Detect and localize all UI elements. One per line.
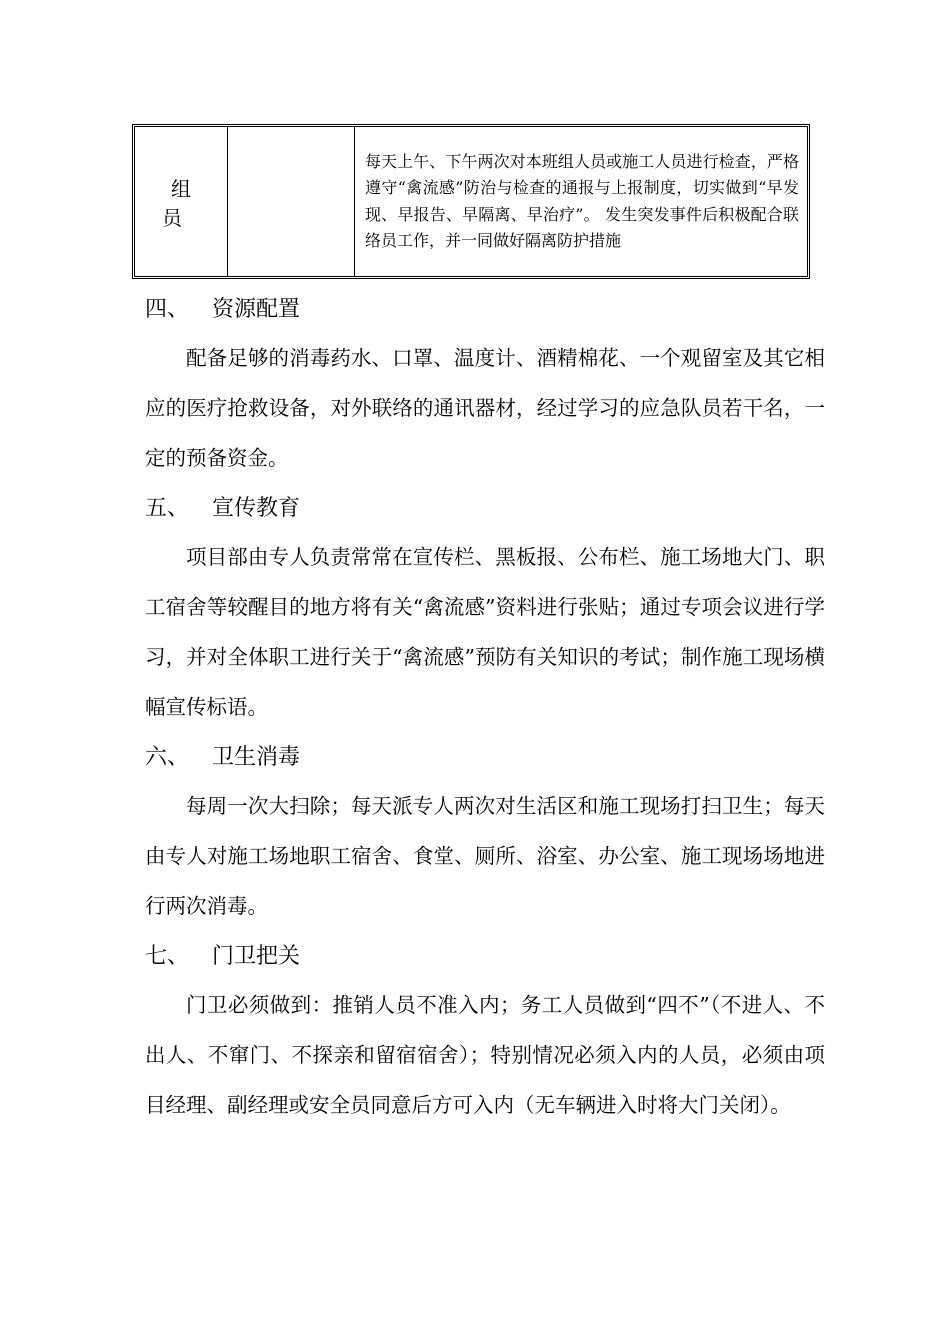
section-sanitation bbox=[145, 743, 825, 931]
duty-table bbox=[132, 124, 810, 279]
section-body: 门卫必须做到：推销人员不准入内；务工人员做到“四不”（不进人、不出人、不窜门、不探亲和留宿宿舍）；特别情况必须入内的人员，必须由项目经理、副经理或安全员同意后方可入内（无车辆进入时将大门关闭）。 bbox=[145, 993, 825, 1117]
section-title: 宣传教育 bbox=[212, 496, 301, 521]
section-heading bbox=[145, 494, 825, 524]
duty-cell: 每天上午、下午两次对本班组人员或施工人员进行检查，严格遵守“禽流感”防治与检查的通报与上报制度，切实做到“早发现、早报告、早隔离、早治疗”。 发生突发事件后积极配合联络员工作，并一同做好隔离防护措施 bbox=[365, 151, 799, 250]
role-cell: 组员 bbox=[135, 127, 228, 276]
section-resources bbox=[145, 295, 825, 483]
section-gatekeeping bbox=[145, 942, 825, 1130]
name-cell bbox=[228, 127, 355, 276]
section-number: 七、 bbox=[145, 944, 190, 969]
section-title: 资源配置 bbox=[212, 297, 301, 322]
section-publicity bbox=[145, 494, 825, 732]
section-number: 六、 bbox=[145, 745, 190, 770]
section-body: 配备足够的消毒药水、口罩、温度计、酒精棉花、一个观留室及其它相应的医疗抢救设备，对外联络的通讯器材，经过学习的应急队员若干名，一定的预备资金。 bbox=[145, 346, 825, 470]
section-title: 卫生消毒 bbox=[212, 745, 301, 770]
section-heading bbox=[145, 942, 825, 972]
section-title: 门卫把关 bbox=[212, 944, 301, 969]
section-heading bbox=[145, 295, 825, 325]
table-row bbox=[135, 127, 807, 276]
section-heading bbox=[145, 743, 825, 773]
section-number: 四、 bbox=[145, 297, 190, 322]
section-number: 五、 bbox=[145, 496, 190, 521]
section-body: 每周一次大扫除；每天派专人两次对生活区和施工现场打扫卫生；每天由专人对施工场地职工宿舍、食堂、厕所、浴室、办公室、施工现场场地进行两次消毒。 bbox=[145, 794, 825, 918]
section-body: 项目部由专人负责常常在宣传栏、黑板报、公布栏、施工场地大门、职工宿舍等较醒目的地方将有关“禽流感”资料进行张贴；通过专项会议进行学习，并对全体职工进行关于“禽流感”预防有关知识的考试；制作施工现场横幅宣传标语。 bbox=[145, 545, 825, 719]
